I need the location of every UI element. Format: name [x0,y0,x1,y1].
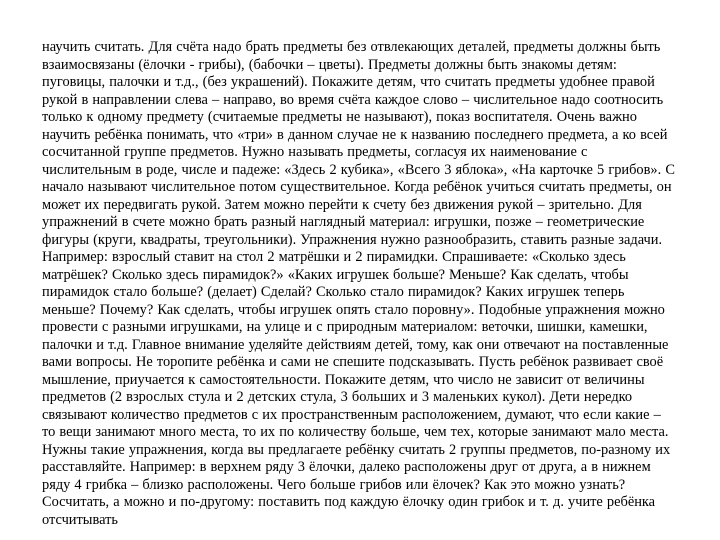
body-paragraph: научить считать. Для счёта надо брать предметы без отвлекающих деталей, предметы должны быть взаимосвязаны (ёлочки - грибы), (бабочки – цветы). Предметы должны быть знакомы детям: пуговицы, палочки и т.д., (без украшений). Покажите детям, что считать предметы удобнее правой рукой в направлении слева – направо, во время счёта каждое слово – числительное надо соотносить только к одному предмету (считаемые предметы не называют), показ воспитателя. Очень важно научить ребёнка понимать, что «три» в данном случае не к названию последнего предмета, а ко всей сосчитанной группе предметов. Нужно называть предметы, согласуя их наименование с числительным в роде, числе и падеже: «Здесь 2 кубика», «Всего 3 яблока», «На карточке 5 грибов». С начало называют числительное потом существительное. Когда ребёнок учиться считать предметы, он может их передвигать рукой. Затем можно перейти к счету без движения рукой – зрительно. Для упражнений в счете можно брать разный наглядный материал: игрушки, позже – геометрические фигуры (круги, квадраты, треугольники). Упражнения нужно разнообразить, ставить разные задачи. Например: взрослый ставит на стол 2 матрёшки и 2 пирамидки. Спрашиваете: «Сколько здесь матрёшек? Сколько здесь пирамидок?» «Каких игрушек больше? Меньше? Как сделать, чтобы пирамидок стало больше? (делает) Сделай? Сколько стало пирамидок? Каких игрушек теперь меньше? Почему? Как сделать, чтобы игрушек опять стало поровну». Подобные упражнения можно провести с разными игрушками, на улице и с природным материалом: веточки, шишки, камешки, палочки и т.д. Главное внимание уделяйте действиям детей, тому, как они отвечают на поставленные вами вопросы. Не торопите ребёнка и сами не спешите подсказывать. Пусть ребёнок развивает своё мышление, приучается к самостоятельности. Покажите детям, что число не зависит от величины предметов (2 взрослых стула и 2 детских стула, 3 больших и 3 маленьких кукол). Дети нередко связывают количество предметов с их пространственным расположением, думают, что если какие – то вещи занимают много места, то их по количеству больше, чем тех, которые занимают мало места. Нужны такие упражнения, когда вы предлагаете ребёнку считать 2 группы предметов, по-разному их расставляйте. Например: в верхнем ряду 3 ёлочки, далеко расположены друг от друга, а в нижнем ряду 4 грибка – близко расположены. Чего больше грибов или ёлочек? Как это можно узнать? Сосчитать, а можно и по-другому: поставить под каждую ёлочку один грибок и т. д. учите ребёнка отсчитывать [42,39,675,528]
